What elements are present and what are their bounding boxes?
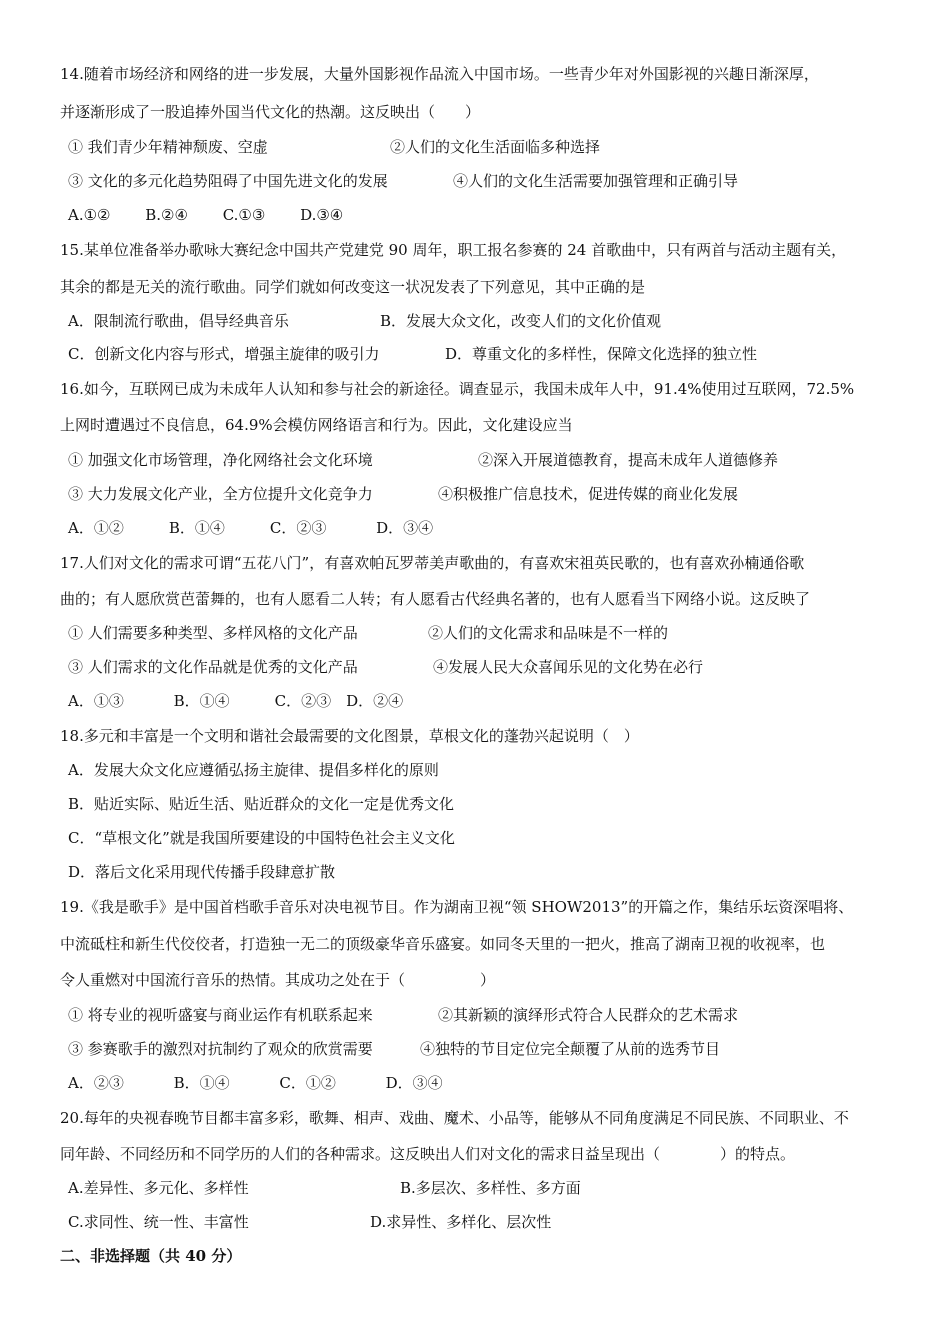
q19-stem-line1: 19.《我是歌手》是中国首档歌手音乐对决电视节目。作为湖南卫视“领 SHOW2013”的开篇之作，集结乐坛资深唱将、 — [60, 898, 854, 916]
q17-option-4: ④发展人民大众喜闻乐见的文化势在必行 — [433, 658, 704, 676]
q17-option-1: ① 人们需要多种类型、多样风格的文化产品 — [68, 624, 358, 642]
q20-option-c: C.求同性、统一性、丰富性 — [68, 1213, 249, 1231]
q17-stem-line2: 曲的；有人愿欣赏芭蕾舞的，也有人愿看二人转；有人愿看古代经典名著的，也有人愿看当下网络小说。这反映了 — [60, 590, 811, 608]
q14-stem-line2: 并逐渐形成了一股追捧外国当代文化的热潮。这反映出（ ） — [60, 103, 481, 121]
q20-option-d: D.求异性、多样化、层次性 — [370, 1213, 552, 1231]
q19-option-1: ① 将专业的视听盛宴与商业运作有机联系起来 — [68, 1006, 373, 1024]
q15-option-b: B．发展大众文化，改变人们的文化价值观 — [380, 312, 662, 330]
q19-option-4: ④独特的节目定位完全颠覆了从前的选秀节目 — [420, 1040, 721, 1058]
q16-option-4: ④积极推广信息技术，促进传媒的商业化发展 — [438, 485, 739, 503]
q16-stem-line2: 上网时遭遇过不良信息，64.9%会模仿网络语言和行为。因此，文化建设应当 — [60, 416, 573, 434]
q14-option-1: ① 我们青少年精神颓废、空虚 — [68, 138, 268, 156]
section-2-heading: 二、非选择题（共 40 分） — [60, 1247, 242, 1265]
q16-option-2: ②深入开展道德教育，提高未成年人道德修养 — [478, 451, 779, 469]
q16-answer-choices: A．①② B．①④ C．②③ D．③④ — [68, 519, 434, 537]
q18-option-a: A．发展大众文化应遵循弘扬主旋律、提倡多样化的原则 — [68, 761, 439, 779]
q16-option-3: ③ 大力发展文化产业，全方位提升文化竞争力 — [68, 485, 373, 503]
q20-option-b: B.多层次、多样性、多方面 — [400, 1179, 581, 1197]
q18-stem-line1: 18.多元和丰富是一个文明和谐社会最需要的文化图景，草根文化的蓬勃兴起说明（ ） — [60, 727, 639, 745]
q20-stem-line2: 同年龄、不同经历和不同学历的人们的各种需求。这反映出人们对文化的需求日益呈现出（ ）的特点。 — [60, 1145, 796, 1163]
q14-stem-line1: 14.随着市场经济和网络的进一步发展，大量外国影视作品流入中国市场。一些青少年对外国影视的兴趣日渐深厚， — [60, 65, 819, 83]
q14-option-3: ③ 文化的多元化趋势阻碍了中国先进文化的发展 — [68, 172, 388, 190]
q14-answer-choices: A.①② B.②④ C.①③ D.③④ — [68, 206, 344, 224]
q15-stem-line1: 15.某单位准备举办歌咏大赛纪念中国共产党建党 90 周年，职工报名参赛的 24 首歌曲中，只有两首与活动主题有关， — [60, 241, 847, 259]
q16-option-1: ① 加强文化市场管理，净化网络社会文化环境 — [68, 451, 373, 469]
q15-option-d: D．尊重文化的多样性，保障文化选择的独立性 — [445, 345, 758, 363]
q19-stem-line2: 中流砥柱和新生代佼佼者，打造独一无二的顶级豪华音乐盛宴。如同冬天里的一把火，推高了湖南卫视的收视率，也 — [60, 935, 826, 953]
q20-stem-line1: 20.每年的央视春晚节目都丰富多彩，歌舞、相声、戏曲、魔术、小品等，能够从不同角度满足不同民族、不同职业、不 — [60, 1109, 849, 1127]
q19-stem-line3: 令人重燃对中国流行音乐的热情。其成功之处在于（ ） — [60, 971, 496, 989]
q15-stem-line2: 其余的都是无关的流行歌曲。同学们就如何改变这一状况发表了下列意见，其中正确的是 — [60, 278, 646, 296]
q20-option-a: A.差异性、多元化、多样性 — [68, 1179, 249, 1197]
q18-option-b: B．贴近实际、贴近生活、贴近群众的文化一定是优秀文化 — [68, 795, 455, 813]
q19-option-3: ③ 参赛歌手的激烈对抗制约了观众的欣赏需要 — [68, 1040, 373, 1058]
q18-option-c: C．“草根文化”就是我国所要建设的中国特色社会主义文化 — [68, 829, 455, 847]
q15-option-a: A．限制流行歌曲，倡导经典音乐 — [68, 312, 289, 330]
q14-option-2: ②人们的文化生活面临多种选择 — [390, 138, 601, 156]
q15-option-c: C．创新文化内容与形式，增强主旋律的吸引力 — [68, 345, 380, 363]
q17-option-2: ②人们的文化需求和品味是不一样的 — [428, 624, 669, 642]
q16-stem-line1: 16.如今，互联网已成为未成年人认知和参与社会的新途径。调查显示，我国未成年人中，91.4%使用过互联网，72.5% — [60, 380, 855, 398]
q17-option-3: ③ 人们需求的文化作品就是优秀的文化产品 — [68, 658, 358, 676]
q18-option-d: D．落后文化采用现代传播手段肆意扩散 — [68, 863, 336, 881]
q19-answer-choices: A．②③ B．①④ C．①② D．③④ — [68, 1074, 443, 1092]
q17-answer-choices: A．①③ B．①④ C．②③ D．②④ — [68, 692, 404, 710]
q17-stem-line1: 17.人们对文化的需求可谓“五花八门”，有喜欢帕瓦罗蒂美声歌曲的，有喜欢宋祖英民歌的，也有喜欢孙楠通俗歌 — [60, 554, 805, 572]
q19-option-2: ②其新颖的演绎形式符合人民群众的艺术需求 — [438, 1006, 739, 1024]
q14-option-4: ④人们的文化生活需要加强管理和正确引导 — [453, 172, 739, 190]
